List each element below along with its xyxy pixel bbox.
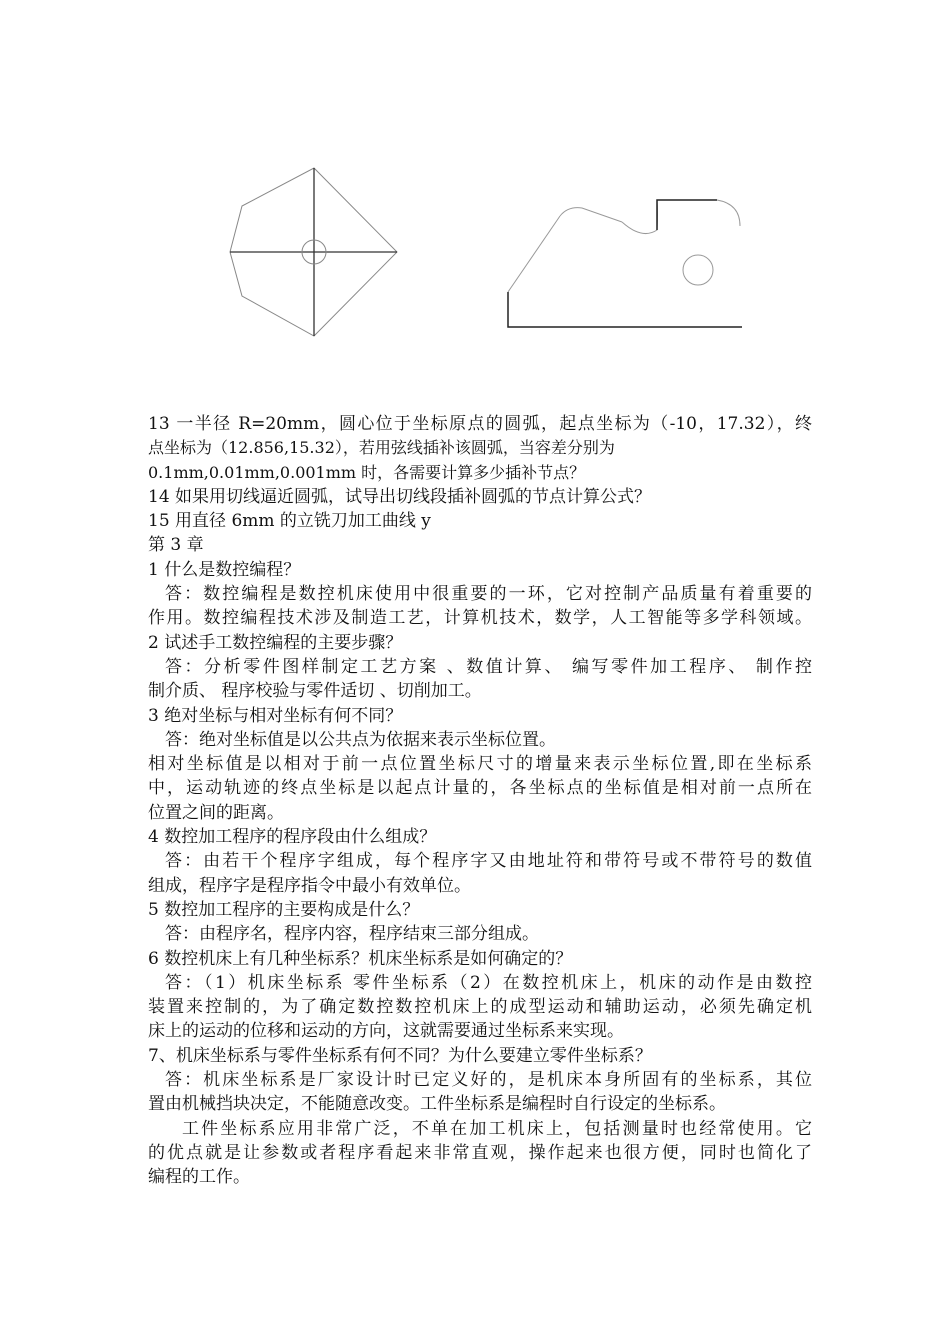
answer-2-line-1: 答：分析零件图样制定工艺方案 、数值计算、 编写零件加工程序、 制作控 <box>165 656 812 677</box>
answer-1-line-1: 答：数控编程是数控机床使用中很重要的一环，它对控制产品质量有着重要的 <box>165 584 812 605</box>
question-14: 14 如果用切线逼近圆弧，试导出切线段插补圆弧的节点计算公式？ <box>148 486 652 507</box>
answer-1-line-2: 作用。数控编程技术涉及制造工艺，计算机技术，数学，人工智能等多学科领域。 <box>148 608 812 629</box>
answer-7-line-4: 的优点就是让参数或者程序看起来非常直观，操作起来也很方便，同时也简化了 <box>148 1142 812 1163</box>
answer-5: 答：由程序名，程序内容，程序结束三部分组成。 <box>165 924 539 945</box>
right-arc <box>717 200 740 226</box>
answer-3-line-1: 答：绝对坐标值是以公共点为依据来表示坐标位置。 <box>165 729 556 750</box>
answer-7-line-3: 工件坐标系应用非常广泛，不单在加工机床上，包括测量时也经常使用。它 <box>182 1118 812 1139</box>
question-15: 15 用直径 6mm 的立铣刀加工曲线 y <box>148 511 431 532</box>
answer-4-line-1: 答：由若干个程序字组成，每个程序字又由地址符和带符号或不带符号的数值 <box>165 851 812 872</box>
exercise-text <box>148 412 812 1190</box>
question-13-line-2: 点坐标为（12.856,15.32），若用弦线插补该圆弧，当容差分别为 <box>148 438 615 458</box>
hole-circle <box>683 255 713 285</box>
bottom-left-edge <box>508 292 742 327</box>
question-13-line-3: 0.1mm,0.01mm,0.001mm 时，各需要计算多少插补节点？ <box>148 462 586 482</box>
answer-7-line-1: 答：机床坐标系是厂家设计时已定义好的，是机床本身所固有的坐标系，其位 <box>165 1070 812 1091</box>
answer-3-line-4: 位置之间的距离。 <box>148 802 284 823</box>
polygon-arc-figure <box>222 160 407 345</box>
answer-6-line-1: 答：（1）机床坐标系 零件坐标系（2）在数控机床上，机床的动作是由数控 <box>165 972 812 993</box>
top-right-step-edge <box>657 200 717 230</box>
question-3: 3 绝对坐标与相对坐标有何不同？ <box>148 705 403 726</box>
answer-7-line-2: 置由机械挡块决定，不能随意改变。工件坐标系是编程时自行设定的坐标系。 <box>148 1094 726 1115</box>
question-5: 5 数控加工程序的主要构成是什么？ <box>148 899 420 920</box>
question-6: 6 数控机床上有几种坐标系？机床坐标系是如何确定的？ <box>148 948 573 969</box>
answer-7-line-5: 编程的工作。 <box>148 1167 250 1188</box>
answer-3-line-2: 相对坐标值是以相对于前一点位置坐标尺寸的增量来表示坐标位置,即在坐标系 <box>148 754 812 775</box>
answer-2-line-2: 制介质、 程序校验与零件适切 、切削加工。 <box>148 681 482 702</box>
answer-6-line-2: 装置来控制的，为了确定数控数控机床上的成型运动和辅助运动，必须先确定机 <box>148 997 812 1018</box>
slanted-edge <box>508 216 560 292</box>
answer-3-line-3: 中，运动轨迹的终点坐标是以起点计量的，各坐标点的坐标值是相对前一点所在 <box>148 778 812 799</box>
question-1: 1 什么是数控编程？ <box>148 559 301 580</box>
chapter-heading: 第 3 章 <box>148 535 204 556</box>
question-7: 7、机床坐标系与零件坐标系有何不同？为什么要建立零件坐标系？ <box>148 1045 652 1066</box>
answer-4-line-2: 组成，程序字是程序指令中最小有效单位。 <box>148 875 471 896</box>
question-13-line-1: 13 一半径 R=20mm，圆心位于坐标原点的圆弧，起点坐标为（-10，17.32），终 <box>148 414 812 434</box>
notch-arc <box>622 200 658 234</box>
answer-6-line-3: 床上的运动的位移和运动的方向，这就需要通过坐标系来实现。 <box>148 1021 624 1042</box>
part-outline-figure <box>500 192 750 332</box>
question-4: 4 数控加工程序的程序段由什么组成？ <box>148 827 437 848</box>
top-round-edge <box>560 208 622 222</box>
question-2: 2 试述手工数控编程的主要步骤？ <box>148 632 403 653</box>
